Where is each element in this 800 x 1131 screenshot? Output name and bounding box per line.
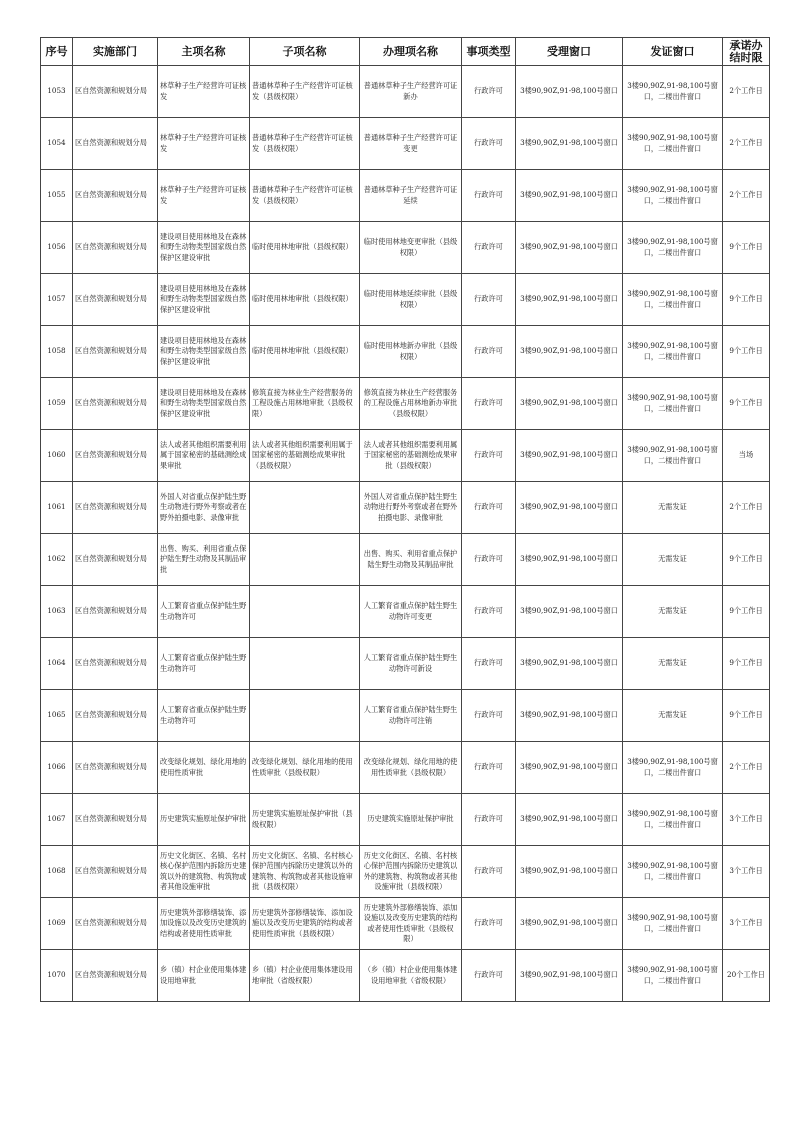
- table-row: [41, 170, 770, 222]
- cell-sub-item: 临时使用林地审批（县级权限）: [250, 326, 360, 378]
- cell-handling-item: 人工繁育省重点保护陆生野生动物许可变更: [360, 586, 462, 638]
- cell-item-type: 行政许可: [462, 222, 516, 274]
- cell-accept-window: 3楼90,90Z,91-98,100号窗口: [516, 742, 623, 794]
- cell-department: 区自然资源和规划分局: [73, 846, 158, 898]
- table-row: [41, 898, 770, 950]
- cell-department: 区自然资源和规划分局: [73, 222, 158, 274]
- cell-time-limit: 9个工作日: [723, 534, 770, 586]
- header-sub-item: 子项名称: [250, 38, 360, 66]
- header-serial: 序号: [41, 38, 73, 66]
- table-row: [41, 378, 770, 430]
- cell-item-type: 行政许可: [462, 950, 516, 1002]
- cell-accept-window: 3楼90,90Z,91-98,100号窗口: [516, 794, 623, 846]
- cell-sub-item: 改变绿化规划、绿化用地的使用性质审批（县级权限）: [250, 742, 360, 794]
- cell-sub-item: [250, 638, 360, 690]
- cell-main-item: 法人或者其他组织需要利用属于国家秘密的基础测绘成果审批: [158, 430, 250, 482]
- cell-main-item: 乡（镇）村企业使用集体建设用地审批: [158, 950, 250, 1002]
- cell-issue-window: 无需发证: [623, 482, 723, 534]
- table-row: [41, 274, 770, 326]
- cell-department: 区自然资源和规划分局: [73, 378, 158, 430]
- cell-issue-window: 3楼90,90Z,91-98,100号窗口，二楼出件窗口: [623, 118, 723, 170]
- cell-item-type: 行政许可: [462, 378, 516, 430]
- header-item-type: 事项类型: [462, 38, 516, 66]
- cell-sub-item: [250, 482, 360, 534]
- cell-issue-window: 3楼90,90Z,91-98,100号窗口，二楼出件窗口: [623, 846, 723, 898]
- cell-issue-window: 3楼90,90Z,91-98,100号窗口，二楼出件窗口: [623, 66, 723, 118]
- cell-item-type: 行政许可: [462, 846, 516, 898]
- cell-main-item: 建设项目使用林地及在森林和野生动物类型国家级自然保护区建设审批: [158, 326, 250, 378]
- cell-department: 区自然资源和规划分局: [73, 950, 158, 1002]
- cell-accept-window: 3楼90,90Z,91-98,100号窗口: [516, 846, 623, 898]
- header-handling-item: 办理项名称: [360, 38, 462, 66]
- cell-main-item: 人工繁育省重点保护陆生野生动物许可: [158, 690, 250, 742]
- cell-handling-item: （乡（镇）村企业使用集体建设用地审批（省级权限）: [360, 950, 462, 1002]
- cell-handling-item: 普通林草种子生产经营许可证延续: [360, 170, 462, 222]
- cell-time-limit: 3个工作日: [723, 898, 770, 950]
- cell-handling-item: 临时使用林地延续审批（县级权限）: [360, 274, 462, 326]
- cell-issue-window: 3楼90,90Z,91-98,100号窗口，二楼出件窗口: [623, 794, 723, 846]
- header-issue-window: 发证窗口: [623, 38, 723, 66]
- cell-main-item: 出售、购买、利用省重点保护陆生野生动物及其制品审批: [158, 534, 250, 586]
- cell-department: 区自然资源和规划分局: [73, 794, 158, 846]
- cell-issue-window: 无需发证: [623, 534, 723, 586]
- cell-department: 区自然资源和规划分局: [73, 326, 158, 378]
- header-time-limit: 承诺办结时限: [723, 38, 770, 66]
- cell-time-limit: 9个工作日: [723, 690, 770, 742]
- cell-issue-window: 3楼90,90Z,91-98,100号窗口，二楼出件窗口: [623, 170, 723, 222]
- cell-handling-item: 外国人对省重点保护陆生野生动物进行野外考察或者在野外拍摄电影、录像审批: [360, 482, 462, 534]
- cell-time-limit: 3个工作日: [723, 794, 770, 846]
- table-row: [41, 326, 770, 378]
- cell-handling-item: 历史建筑外部修缮装饰、添加设施以及改变历史建筑的结构或者使用性质审批（县级权限）: [360, 898, 462, 950]
- cell-department: 区自然资源和规划分局: [73, 118, 158, 170]
- cell-issue-window: 无需发证: [623, 638, 723, 690]
- cell-time-limit: 2个工作日: [723, 170, 770, 222]
- cell-serial: 1055: [41, 170, 73, 222]
- cell-serial: 1063: [41, 586, 73, 638]
- cell-department: 区自然资源和规划分局: [73, 638, 158, 690]
- cell-time-limit: 20个工作日: [723, 950, 770, 1002]
- cell-issue-window: 3楼90,90Z,91-98,100号窗口，二楼出件窗口: [623, 326, 723, 378]
- cell-serial: 1053: [41, 66, 73, 118]
- cell-main-item: 历史文化街区、名镇、名村核心保护范围内拆除历史建筑以外的建筑物、构筑物或者其他设施审批: [158, 846, 250, 898]
- cell-department: 区自然资源和规划分局: [73, 274, 158, 326]
- cell-time-limit: 9个工作日: [723, 638, 770, 690]
- cell-sub-item: 临时使用林地审批（县级权限）: [250, 222, 360, 274]
- cell-accept-window: 3楼90,90Z,91-98,100号窗口: [516, 378, 623, 430]
- cell-handling-item: 出售、购买、利用省重点保护陆生野生动物及其制品审批: [360, 534, 462, 586]
- cell-accept-window: 3楼90,90Z,91-98,100号窗口: [516, 534, 623, 586]
- cell-main-item: 林草种子生产经营许可证核发: [158, 170, 250, 222]
- cell-serial: 1057: [41, 274, 73, 326]
- cell-issue-window: 3楼90,90Z,91-98,100号窗口，二楼出件窗口: [623, 274, 723, 326]
- table-row: [41, 638, 770, 690]
- cell-item-type: 行政许可: [462, 170, 516, 222]
- cell-time-limit: 2个工作日: [723, 482, 770, 534]
- cell-sub-item: 历史建筑实施原址保护审批（县级权限）: [250, 794, 360, 846]
- cell-issue-window: 3楼90,90Z,91-98,100号窗口，二楼出件窗口: [623, 222, 723, 274]
- table-row: [41, 586, 770, 638]
- cell-item-type: 行政许可: [462, 326, 516, 378]
- table-row: [41, 534, 770, 586]
- cell-serial: 1061: [41, 482, 73, 534]
- cell-sub-item: 临时使用林地审批（县级权限）: [250, 274, 360, 326]
- cell-handling-item: 历史文化街区、名镇、名村核心保护范围内拆除历史建筑以外的建筑物、构筑物或者其他设施审批（县级权限）: [360, 846, 462, 898]
- cell-item-type: 行政许可: [462, 274, 516, 326]
- cell-main-item: 建设项目使用林地及在森林和野生动物类型国家级自然保护区建设审批: [158, 378, 250, 430]
- cell-accept-window: 3楼90,90Z,91-98,100号窗口: [516, 638, 623, 690]
- cell-main-item: 人工繁育省重点保护陆生野生动物许可: [158, 586, 250, 638]
- table-row: [41, 482, 770, 534]
- cell-time-limit: 2个工作日: [723, 118, 770, 170]
- cell-sub-item: 法人或者其他组织需要利用属于国家秘密的基础测绘成果审批（县级权限）: [250, 430, 360, 482]
- cell-accept-window: 3楼90,90Z,91-98,100号窗口: [516, 326, 623, 378]
- header-main-item: 主项名称: [158, 38, 250, 66]
- cell-accept-window: 3楼90,90Z,91-98,100号窗口: [516, 898, 623, 950]
- cell-item-type: 行政许可: [462, 534, 516, 586]
- table-header: [41, 38, 770, 66]
- cell-serial: 1058: [41, 326, 73, 378]
- cell-time-limit: 9个工作日: [723, 378, 770, 430]
- cell-handling-item: 改变绿化规划、绿化用地的使用性质审批（县级权限）: [360, 742, 462, 794]
- cell-accept-window: 3楼90,90Z,91-98,100号窗口: [516, 950, 623, 1002]
- cell-main-item: 建设项目使用林地及在森林和野生动物类型国家级自然保护区建设审批: [158, 222, 250, 274]
- cell-item-type: 行政许可: [462, 690, 516, 742]
- cell-serial: 1054: [41, 118, 73, 170]
- cell-department: 区自然资源和规划分局: [73, 170, 158, 222]
- cell-serial: 1064: [41, 638, 73, 690]
- cell-issue-window: 3楼90,90Z,91-98,100号窗口，二楼出件窗口: [623, 430, 723, 482]
- cell-accept-window: 3楼90,90Z,91-98,100号窗口: [516, 586, 623, 638]
- cell-issue-window: 3楼90,90Z,91-98,100号窗口，二楼出件窗口: [623, 742, 723, 794]
- cell-sub-item: 普通林草种子生产经营许可证核发（县级权限）: [250, 118, 360, 170]
- cell-sub-item: [250, 534, 360, 586]
- cell-item-type: 行政许可: [462, 742, 516, 794]
- cell-item-type: 行政许可: [462, 794, 516, 846]
- cell-item-type: 行政许可: [462, 898, 516, 950]
- cell-accept-window: 3楼90,90Z,91-98,100号窗口: [516, 690, 623, 742]
- cell-handling-item: 人工繁育省重点保护陆生野生动物许可注销: [360, 690, 462, 742]
- service-items-table: [40, 37, 770, 1002]
- cell-sub-item: 历史建筑外部修缮装饰、添加设施以及改变历史建筑的结构或者使用性质审批（县级权限）: [250, 898, 360, 950]
- cell-accept-window: 3楼90,90Z,91-98,100号窗口: [516, 430, 623, 482]
- table-row: [41, 118, 770, 170]
- cell-issue-window: 3楼90,90Z,91-98,100号窗口，二楼出件窗口: [623, 378, 723, 430]
- cell-serial: 1060: [41, 430, 73, 482]
- cell-handling-item: 临时使用林地新办审批（县级权限）: [360, 326, 462, 378]
- cell-handling-item: 人工繁育省重点保护陆生野生动物许可新设: [360, 638, 462, 690]
- cell-time-limit: 2个工作日: [723, 66, 770, 118]
- cell-accept-window: 3楼90,90Z,91-98,100号窗口: [516, 170, 623, 222]
- cell-item-type: 行政许可: [462, 66, 516, 118]
- cell-department: 区自然资源和规划分局: [73, 898, 158, 950]
- cell-handling-item: 普通林草种子生产经营许可证变更: [360, 118, 462, 170]
- cell-accept-window: 3楼90,90Z,91-98,100号窗口: [516, 274, 623, 326]
- cell-serial: 1067: [41, 794, 73, 846]
- cell-handling-item: 临时使用林地变更审批（县级权限）: [360, 222, 462, 274]
- cell-main-item: 林草种子生产经营许可证核发: [158, 66, 250, 118]
- table-row: [41, 690, 770, 742]
- cell-sub-item: [250, 586, 360, 638]
- header-department: 实施部门: [73, 38, 158, 66]
- cell-sub-item: 普通林草种子生产经营许可证核发（县级权限）: [250, 170, 360, 222]
- cell-department: 区自然资源和规划分局: [73, 534, 158, 586]
- cell-accept-window: 3楼90,90Z,91-98,100号窗口: [516, 66, 623, 118]
- cell-accept-window: 3楼90,90Z,91-98,100号窗口: [516, 118, 623, 170]
- cell-serial: 1056: [41, 222, 73, 274]
- table-row: [41, 66, 770, 118]
- cell-item-type: 行政许可: [462, 638, 516, 690]
- header-row: [41, 38, 770, 66]
- cell-main-item: 历史建筑实施原址保护审批: [158, 794, 250, 846]
- cell-item-type: 行政许可: [462, 586, 516, 638]
- cell-handling-item: 普通林草种子生产经营许可证新办: [360, 66, 462, 118]
- cell-issue-window: 无需发证: [623, 586, 723, 638]
- cell-main-item: 外国人对省重点保护陆生野生动物进行野外考察或者在野外拍摄电影、录像审批: [158, 482, 250, 534]
- cell-department: 区自然资源和规划分局: [73, 690, 158, 742]
- cell-serial: 1068: [41, 846, 73, 898]
- cell-time-limit: 2个工作日: [723, 742, 770, 794]
- cell-department: 区自然资源和规划分局: [73, 586, 158, 638]
- cell-time-limit: 当场: [723, 430, 770, 482]
- cell-serial: 1065: [41, 690, 73, 742]
- cell-main-item: 历史建筑外部修缮装饰、添加设施以及改变历史建筑的结构或者使用性质审批: [158, 898, 250, 950]
- table-row: [41, 222, 770, 274]
- table-row: [41, 794, 770, 846]
- cell-department: 区自然资源和规划分局: [73, 66, 158, 118]
- cell-department: 区自然资源和规划分局: [73, 430, 158, 482]
- cell-sub-item: 历史文化街区、名镇、名村核心保护范围内拆除历史建筑以外的建筑物、构筑物或者其他设施审批（县级权限）: [250, 846, 360, 898]
- cell-accept-window: 3楼90,90Z,91-98,100号窗口: [516, 222, 623, 274]
- cell-issue-window: 无需发证: [623, 690, 723, 742]
- cell-time-limit: 9个工作日: [723, 326, 770, 378]
- cell-serial: 1066: [41, 742, 73, 794]
- cell-serial: 1070: [41, 950, 73, 1002]
- cell-item-type: 行政许可: [462, 430, 516, 482]
- table-row: [41, 950, 770, 1002]
- cell-issue-window: 3楼90,90Z,91-98,100号窗口，二楼出件窗口: [623, 898, 723, 950]
- cell-accept-window: 3楼90,90Z,91-98,100号窗口: [516, 482, 623, 534]
- cell-item-type: 行政许可: [462, 482, 516, 534]
- cell-department: 区自然资源和规划分局: [73, 482, 158, 534]
- cell-handling-item: 历史建筑实施原址保护审批: [360, 794, 462, 846]
- cell-handling-item: 修筑直接为林业生产经营服务的工程设施占用林地新办审批（县级权限）: [360, 378, 462, 430]
- cell-time-limit: 3个工作日: [723, 846, 770, 898]
- cell-main-item: 林草种子生产经营许可证核发: [158, 118, 250, 170]
- cell-sub-item: [250, 690, 360, 742]
- cell-time-limit: 9个工作日: [723, 222, 770, 274]
- table-row: [41, 742, 770, 794]
- table-body: [41, 66, 770, 1002]
- cell-time-limit: 9个工作日: [723, 586, 770, 638]
- cell-time-limit: 9个工作日: [723, 274, 770, 326]
- cell-item-type: 行政许可: [462, 118, 516, 170]
- cell-main-item: 人工繁育省重点保护陆生野生动物许可: [158, 638, 250, 690]
- header-accept-window: 受理窗口: [516, 38, 623, 66]
- cell-main-item: 改变绿化规划、绿化用地的使用性质审批: [158, 742, 250, 794]
- cell-serial: 1062: [41, 534, 73, 586]
- cell-main-item: 建设项目使用林地及在森林和野生动物类型国家级自然保护区建设审批: [158, 274, 250, 326]
- table-row: [41, 430, 770, 482]
- cell-department: 区自然资源和规划分局: [73, 742, 158, 794]
- cell-sub-item: 修筑直接为林业生产经营服务的工程设施占用林地审批（县级权限）: [250, 378, 360, 430]
- cell-handling-item: 法人或者其他组织需要利用属于国家秘密的基础测绘成果审批（县级权限）: [360, 430, 462, 482]
- cell-serial: 1069: [41, 898, 73, 950]
- cell-sub-item: 乡（镇）村企业使用集体建设用地审批（省级权限）: [250, 950, 360, 1002]
- cell-sub-item: 普通林草种子生产经营许可证核发（县级权限）: [250, 66, 360, 118]
- table-row: [41, 846, 770, 898]
- cell-issue-window: 3楼90,90Z,91-98,100号窗口，二楼出件窗口: [623, 950, 723, 1002]
- cell-serial: 1059: [41, 378, 73, 430]
